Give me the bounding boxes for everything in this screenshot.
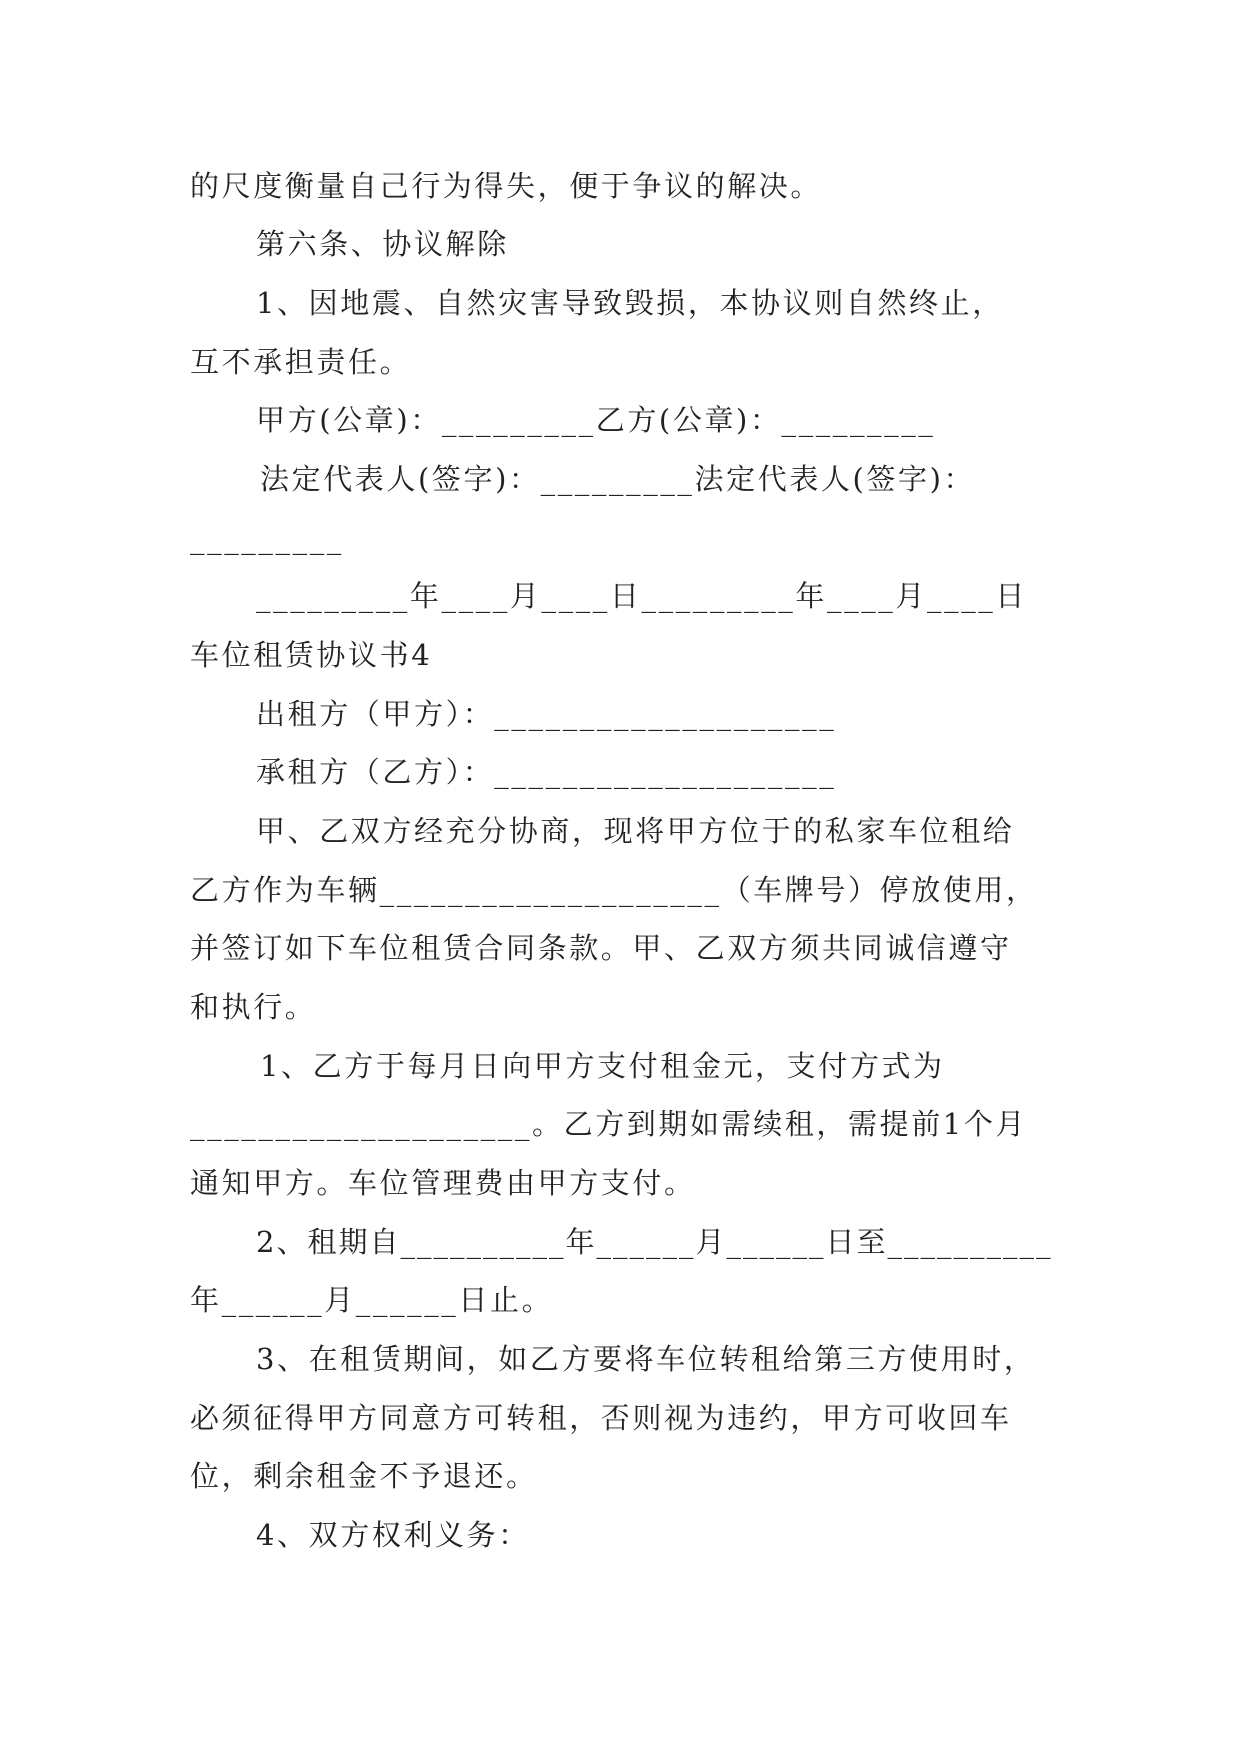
text-line: 年______月______日止。 (190, 1283, 554, 1317)
text-line: 的尺度衡量自己行为得失，便于争议的解决。 (190, 169, 823, 203)
text-line: 2、租期自__________年______月______日至__________ (256, 1225, 1053, 1259)
text-line: 3、在租赁期间，如乙方要将车位转租给第三方使用时， (256, 1342, 1036, 1376)
text-line: 1、因地震、自然灾害导致毁损，本协议则自然终止， (256, 286, 1004, 320)
text-line: 并签订如下车位租赁合同条款。甲、乙双方须共同诚信遵守 (190, 931, 1012, 965)
section-heading: 第六条、协议解除 (256, 227, 509, 261)
text-line: 必须征得甲方同意方可转租，否则视为违约，甲方可收回车 (190, 1401, 1012, 1435)
signature-line: 法定代表人(签字)：_________法定代表人(签字)： (260, 462, 976, 496)
text-line: 4、双方权利义务： (256, 1518, 530, 1552)
text-line: 和执行。 (190, 990, 317, 1024)
blank-line: _________ (190, 521, 344, 555)
date-line: _________年____月____日_________年____月____日 (256, 579, 1027, 613)
text-line: 通知甲方。车位管理费由甲方支付。 (190, 1166, 696, 1200)
document-title: 车位租赁协议书4 (190, 638, 433, 672)
text-line: ____________________。乙方到期如需续租，需提前1个月 (190, 1107, 1028, 1141)
text-line: 互不承担责任。 (190, 345, 412, 379)
text-line: 承租方（乙方）：____________________ (256, 755, 837, 789)
text-line: 位，剩余租金不予退还。 (190, 1459, 538, 1493)
signature-line: 甲方(公章)：_________乙方(公章)：_________ (256, 403, 936, 437)
text-line: 出租方（甲方）：____________________ (256, 697, 837, 731)
text-line: 乙方作为车辆____________________（车牌号）停放使用， (190, 873, 1038, 907)
text-line: 1、乙方于每月日向甲方支付租金元，支付方式为 (260, 1049, 945, 1083)
text-line: 甲、乙双方经充分协商，现将甲方位于的私家车位租给 (256, 814, 1015, 848)
